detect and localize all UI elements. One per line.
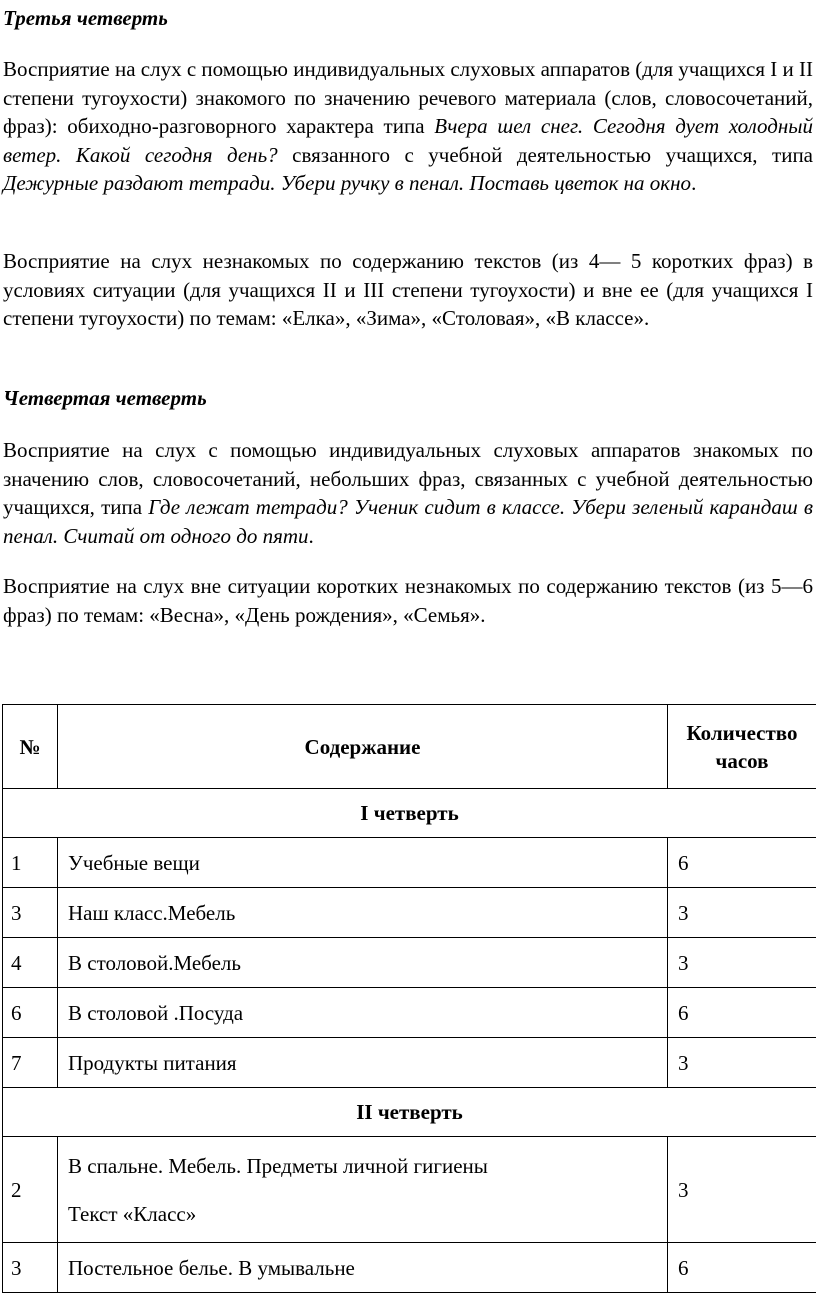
- table-header-row: [3, 705, 816, 789]
- row-content: В столовой .Посуда: [58, 988, 668, 1038]
- paragraph-text: .: [691, 171, 697, 195]
- paragraph-fourth-quarter-1: [3, 436, 813, 550]
- row-hours: 6: [668, 988, 816, 1038]
- row-content: Продукты питания: [58, 1038, 668, 1088]
- paragraph-fourth-quarter-2: Восприятие на слух вне ситуации коротких незнакомых по содержанию текстов (из 5—6 фраз) по темам: «Весна», «День рождения», «Семья».: [3, 574, 813, 627]
- row-num: 2: [3, 1137, 58, 1243]
- schedule-table: [2, 704, 816, 1293]
- table-row: [3, 838, 816, 888]
- section-heading-third-quarter: Третья четверть: [3, 6, 168, 30]
- paragraph-third-quarter-1: [3, 55, 813, 198]
- row-content: В столовой.Мебель: [58, 938, 668, 988]
- table-row: [3, 1137, 816, 1243]
- row-content-line: В спальне. Мебель. Предметы личной гигиены: [68, 1153, 488, 1178]
- row-num: 3: [3, 1243, 58, 1293]
- header-hours: Количество часов: [668, 705, 816, 789]
- row-content: Учебные вещи: [58, 838, 668, 888]
- table-row: [3, 988, 816, 1038]
- row-hours: 6: [668, 838, 816, 888]
- italic-examples: Где лежат тетради? Ученик сидит в классе. Убери зеленый карандаш в пенал. Считай от одного до пяти: [3, 495, 813, 548]
- italic-examples: Дежурные раздают тетради. Убери ручку в пенал. Поставь цветок на окно: [3, 171, 692, 195]
- row-content: [58, 1137, 668, 1243]
- header-num: №: [3, 705, 58, 789]
- paragraph-text: связанного с учебной деятельностью учащихся, типа: [277, 142, 813, 167]
- row-content: Наш класс.Мебель: [58, 888, 668, 938]
- quarter-row-1: [3, 789, 816, 838]
- row-num: 7: [3, 1038, 58, 1088]
- italic-examples: Вчера шел снег. Сегодня дует холодный ветер. Какой сегодня день?: [3, 114, 813, 167]
- row-num: 4: [3, 938, 58, 988]
- row-num: 1: [3, 838, 58, 888]
- header-content: Содержание: [58, 705, 668, 789]
- paragraph-text: Восприятие на слух с помощью индивидуальных слуховых аппаратов (для учащихся I и II степени тугоухости) знакомого по значению речевого материала (слов, словосочетаний, фраз): обиходно-разговорного характера типа: [3, 57, 813, 138]
- row-num: 3: [3, 888, 58, 938]
- table-row: [3, 1243, 816, 1293]
- row-hours: 6: [668, 1243, 816, 1293]
- quarter-label: I четверть: [3, 789, 816, 838]
- row-num: 6: [3, 988, 58, 1038]
- table-row: [3, 1038, 816, 1088]
- row-content-line: Текст «Класс»: [68, 1201, 197, 1226]
- paragraph-third-quarter-2: Восприятие на слух незнакомых по содержанию текстов (из 4— 5 коротких фраз) в условиях ситуации (для учащихся II и III степени тугоухости) и вне ее (для учащихся I степени тугоухости) по темам: «Елка», «Зима», «Столовая», «В классе».: [3, 249, 813, 330]
- row-hours: 3: [668, 888, 816, 938]
- row-hours: 3: [668, 938, 816, 988]
- section-heading-fourth-quarter: Четвертая четверть: [3, 386, 207, 410]
- quarter-row-2: [3, 1088, 816, 1137]
- paragraph-text: Восприятие на слух с помощью индивидуальных слуховых аппаратов знакомых по значению слов, словосочетаний, небольших фраз, связанных с учебной деятельностью учащихся, типа: [3, 438, 813, 519]
- quarter-label: II четверть: [3, 1088, 816, 1137]
- table-row: [3, 938, 816, 988]
- table-row: [3, 888, 816, 938]
- row-content: Постельное белье. В умывальне: [58, 1243, 668, 1293]
- row-hours: 3: [668, 1038, 816, 1088]
- row-hours: 3: [668, 1137, 816, 1243]
- paragraph-text: .: [308, 523, 314, 548]
